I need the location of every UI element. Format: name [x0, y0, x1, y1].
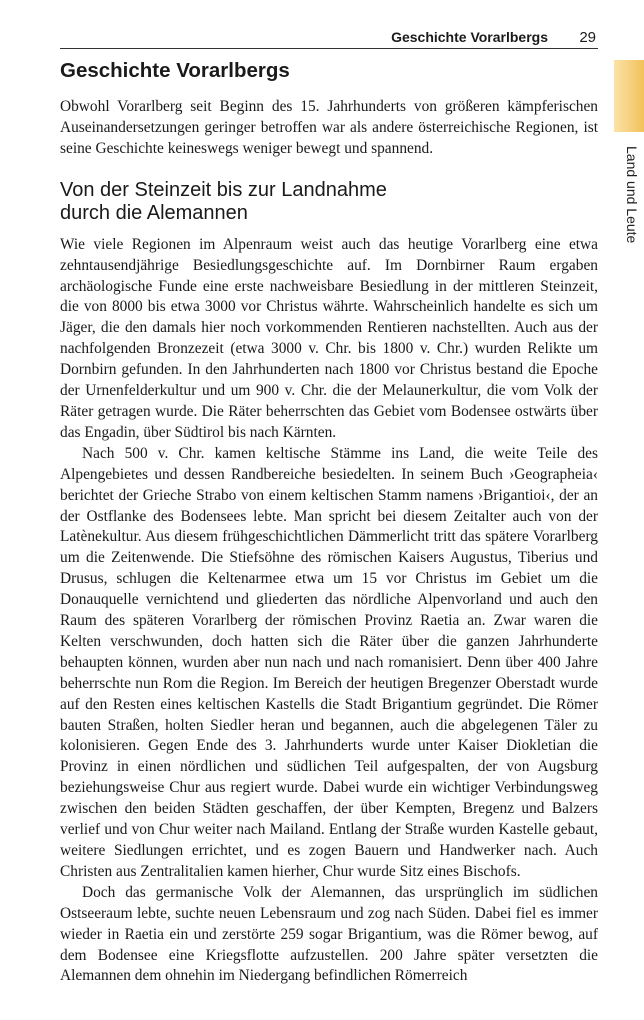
section-heading-line-1: Von der Steinzeit bis zur Landnahme — [60, 178, 387, 201]
chapter-tab-marker — [614, 60, 644, 132]
body-paragraph: Doch das germanische Volk der Alemannen, das ursprünglich im südlichen Ostseeraum lebte, suchte neuen Lebensraum und zog nach Süden. Dabei fiel es immer wieder in Raetia ein und zerstörte 259 sogar Brigantium, was die Römer bewog, auf dem Bodensee eine Kriegsflotte aufzustellen. 200 Jahre später versetzten die Alemannen dem ohnehin im Niedergang befindlichen Römerreich — [60, 883, 598, 985]
body-paragraph: Wie viele Regionen im Alpenraum weist auch das heutige Vorarlberg eine etwa zehntausendjährige Besiedlungsgeschichte auf. Im Dornbirner Raum ergaben archäologische Funde eine erste nachweisbare Besiedlung in der mittleren Steinzeit, die von 8000 bis etwa 3000 vor Christus währte. Wahrscheinlich handelte es sich um Jäger, die den damals hier noch vorkommenden Rentieren nachstellten. Auch aus der nachfolgenden Bronzezeit (etwa 3000 v. Chr. bis 1800 v. Chr.) wurden Relikte um Dornbirn gefunden. In den Jahrhunderten nach 1800 vor Christus bestand die Epoche der Urnenfelderkultur und um 900 v. Chr. die der Melaunerkultur, die vom Volk der Räter getragen wurde. Die Räter beherrschten das Gebiet vom Bodensee ostwärts über das Engadin, über Südtirol bis nach Kärnten. — [60, 235, 598, 441]
page-number: 29 — [579, 29, 596, 46]
running-header-section-title: Geschichte Vorarlbergs — [391, 29, 548, 45]
intro-paragraph: Obwohl Vorarlberg seit Beginn des 15. Jahrhunderts von größeren kämpferischen Auseinandersetzungen geringer betroffen war als andere österreichische Regionen, ist seine Geschichte keineswegs weniger bewegt und spannend. — [60, 98, 598, 157]
body-paragraph: Nach 500 v. Chr. kamen keltische Stämme ins Land, die weite Teile des Alpengebietes und dessen Randbereiche besiedelten. In seinem Buch ›Geographeia‹ berichtet der Grieche Strabo von einem keltischen Stamm namens ›Brigantioi‹, der an der Ostflanke des Bodensees lebte. Man spricht bei diesem Zeitalter auch von der Latènekultur. Aus diesem frühgeschichtlichen Dämmerlicht tritt das spätere Vorarlberg um die Zeitenwende. Die Stiefsöhne des römischen Kaisers Augustus, Tiberius und Drusus, schlugen die Keltenarmee etwa um 15 vor Christus im Gebiet um die Donauquelle vernichtend und gliederten das nördliche Alpenvorland und auch den Raum des späteren Vorarlberg der römischen Provinz Raetia an. Zwar waren die Kelten verschwunden, doch hatten sich die Räter über die ganzen Jahrhunderte behaupten können, wurden aber nun nach und nach romanisiert. Denn über 400 Jahre beherrschte nun Rom die Region. Im Bereich der heutigen Bregenzer Oberstadt wurde auf den Resten eines keltischen Kastells die Stadt Brigantium gegründet. Die Römer bauten Straßen, holten Siedler heran und begannen, auch die abgelegenen Täler zu kolonisieren. Gegen Ende des 3. Jahrhunderts wurde unter Kaiser Diokletian die Provinz in einen nördlichen und südlichen Teil aufgespalten, der von Augsburg beziehungsweise Chur aus regiert wurde. Dabei wurde ein wichtiger Verbindungsweg zwischen den beiden Städten geschaffen, der über Kempten, Bregenz und Balzers verlief und von Chur weiter nach Mailand. Entlang der Straße wurden Kastelle gebaut, weitere Siedlungen errichtet, und es zogen Bauern und Handwerker nach. Auch Christen aus Zentralitalien kamen hierher, Chur wurde Sitz eines Bischofs. — [60, 444, 598, 880]
running-header — [60, 26, 598, 49]
chapter-side-label: Land und Leute — [624, 146, 640, 244]
section-heading — [60, 179, 598, 225]
article-body — [60, 58, 598, 987]
section-heading-line-2: durch die Alemannen — [60, 201, 248, 224]
article-title: Geschichte Vorarlbergs — [60, 59, 290, 82]
